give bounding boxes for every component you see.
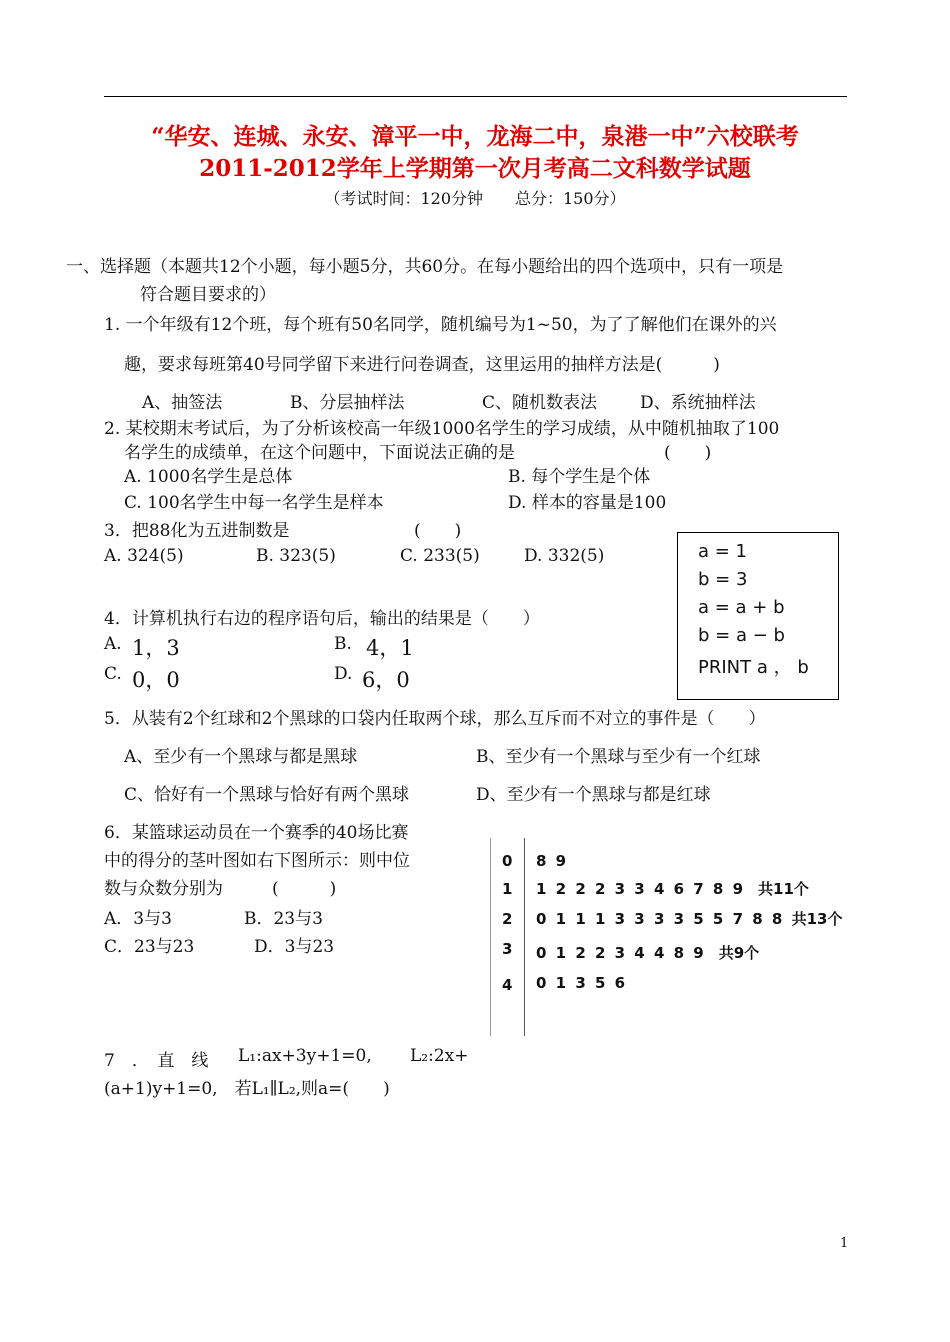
q3-option-a: A. 324(5) (104, 546, 184, 566)
q6-text: 6．某篮球运动员在一个赛季的40场比赛 (104, 823, 409, 843)
program-line-5: PRINT a ， b (698, 657, 809, 678)
q3-answer-paren: ( ) (414, 521, 462, 541)
q3-option-c: C. 233(5) (400, 546, 480, 566)
q6-option-d: D．3与23 (254, 937, 335, 957)
q3-option-b: B. 323(5) (256, 546, 336, 566)
q4-option-a-value: 1，3 (132, 636, 180, 660)
q4-option-c-value: 0，0 (132, 668, 180, 692)
program-code-box (677, 532, 839, 700)
leaves-2-count: 共13个 (791, 910, 843, 928)
q6-text-cont2: 数与众数分别为 (104, 879, 223, 899)
stem-2: 2 (502, 910, 513, 928)
page-number: 1 (840, 1236, 849, 1251)
q3-option-d: D. 332(5) (524, 546, 605, 566)
q4-option-d-label: D. (334, 664, 353, 684)
leaves-3: 0 1 2 2 3 4 4 8 9 共9个 (536, 944, 760, 962)
leaves-1: 1 2 2 2 3 3 4 6 7 8 9 共11个 (536, 880, 809, 898)
q1-option-c: C、随机数表法 (482, 393, 598, 413)
q5-text: 5．从装有2个红球和2个黑球的口袋内任取两个球，那么互斥而不对立的事件是（ ） (104, 709, 766, 729)
q4-option-a-label: A. (104, 634, 122, 654)
q1-option-b: B、分层抽样法 (290, 393, 405, 413)
q7-text-cont: (a+1)y+1=0, 若L₁∥L₂,则a=( ) (104, 1079, 390, 1099)
section1-heading-cont: 符合题目要求的） (140, 285, 276, 305)
q1-text-cont: 趣，要求每班第40号同学留下来进行问卷调查，这里运用的抽样方法是( ) (124, 355, 720, 375)
q4-option-d-value: 6，0 (362, 668, 410, 692)
program-line-4: b = a − b (698, 625, 785, 646)
q5-option-a: A、至少有一个黑球与都是黑球 (124, 747, 358, 767)
q1-option-a: A、抽签法 (142, 393, 223, 413)
q1-option-d: D、系统抽样法 (640, 393, 756, 413)
q1-text: 1. 一个年级有12个班，每个班有50名同学，随机编号为1~50，为了了解他们在课外的兴 (104, 315, 777, 335)
q5-option-b: B、至少有一个黑球与至少有一个红球 (476, 747, 761, 767)
leaves-0: 8 9 (536, 852, 567, 870)
q6-option-c: C．23与23 (104, 937, 195, 957)
q4-option-b-label: B. (334, 634, 352, 654)
leaves-4: 0 1 3 5 6 (536, 974, 626, 992)
section1-heading: 一、选择题（本题共12个小题，每小题5分，共60分。在每小题给出的四个选项中，只有一项是 (66, 257, 784, 277)
stem-0: 0 (502, 852, 513, 870)
q2-option-b: B. 每个学生是个体 (508, 467, 651, 487)
program-line-2: b = 3 (698, 569, 748, 590)
leaves-2: 0 1 1 1 3 3 3 3 5 5 7 8 8 共13个 (536, 910, 843, 928)
q2-option-a: A. 1000名学生是总体 (124, 467, 293, 487)
q4-text: 4．计算机执行右边的程序语句后，输出的结果是（ ） (104, 609, 540, 629)
header-rule (104, 96, 847, 97)
q2-text-cont: 名学生的成绩单，在这个问题中，下面说法正确的是 (124, 443, 515, 463)
q5-option-c: C、恰好有一个黑球与恰好有两个黑球 (124, 785, 410, 805)
q6-option-a: A．3与3 (104, 909, 172, 929)
q4-option-c-label: C. (104, 664, 122, 684)
leaves-1-count: 共11个 (758, 880, 809, 898)
q5-option-d: D、至少有一个黑球与都是红球 (476, 785, 711, 805)
exam-title-line1: “华安、连城、永安、漳平一中，龙海二中，泉港一中”六校联考 (151, 123, 799, 150)
q7-line-l1: L₁:ax+3y+1=0, (238, 1046, 372, 1066)
q2-answer-paren: ( ) (664, 443, 712, 463)
leaves-3-count: 共9个 (718, 944, 760, 962)
stem-leaf-left-border (490, 838, 491, 1036)
q6-text-cont: 中的得分的茎叶图如右下图所示：则中位 (104, 851, 410, 871)
stem-1: 1 (502, 880, 513, 898)
exam-info: （考试时间：120分钟 总分：150分） (324, 189, 626, 208)
q2-option-c: C. 100名学生中每一名学生是样本 (124, 493, 384, 513)
q6-option-b: B．23与3 (244, 909, 323, 929)
q4-option-b-value: 4，1 (366, 636, 414, 660)
q2-text: 2. 某校期末考试后，为了分析该校高一年级1000名学生的学习成绩，从中随机抽取了100 (104, 419, 780, 439)
q7-text-start: 7 ． 直 线 (104, 1051, 209, 1071)
q2-option-d: D. 样本的容量是100 (508, 493, 667, 513)
stem-3: 3 (502, 940, 513, 958)
exam-title-line2: 2011-2012学年上学期第一次月考高二文科数学试题 (199, 155, 751, 182)
stem-4: 4 (502, 976, 513, 994)
q6-answer-paren: ( ) (272, 879, 337, 899)
stem-leaf-divider (524, 838, 525, 1036)
program-line-1: a = 1 (698, 541, 748, 562)
q7-line-l2: L₂:2x+ (410, 1046, 469, 1066)
q3-text: 3．把88化为五进制数是 (104, 521, 290, 541)
program-line-3: a = a + b (698, 597, 785, 618)
stem-leaf-plot (490, 838, 870, 1038)
